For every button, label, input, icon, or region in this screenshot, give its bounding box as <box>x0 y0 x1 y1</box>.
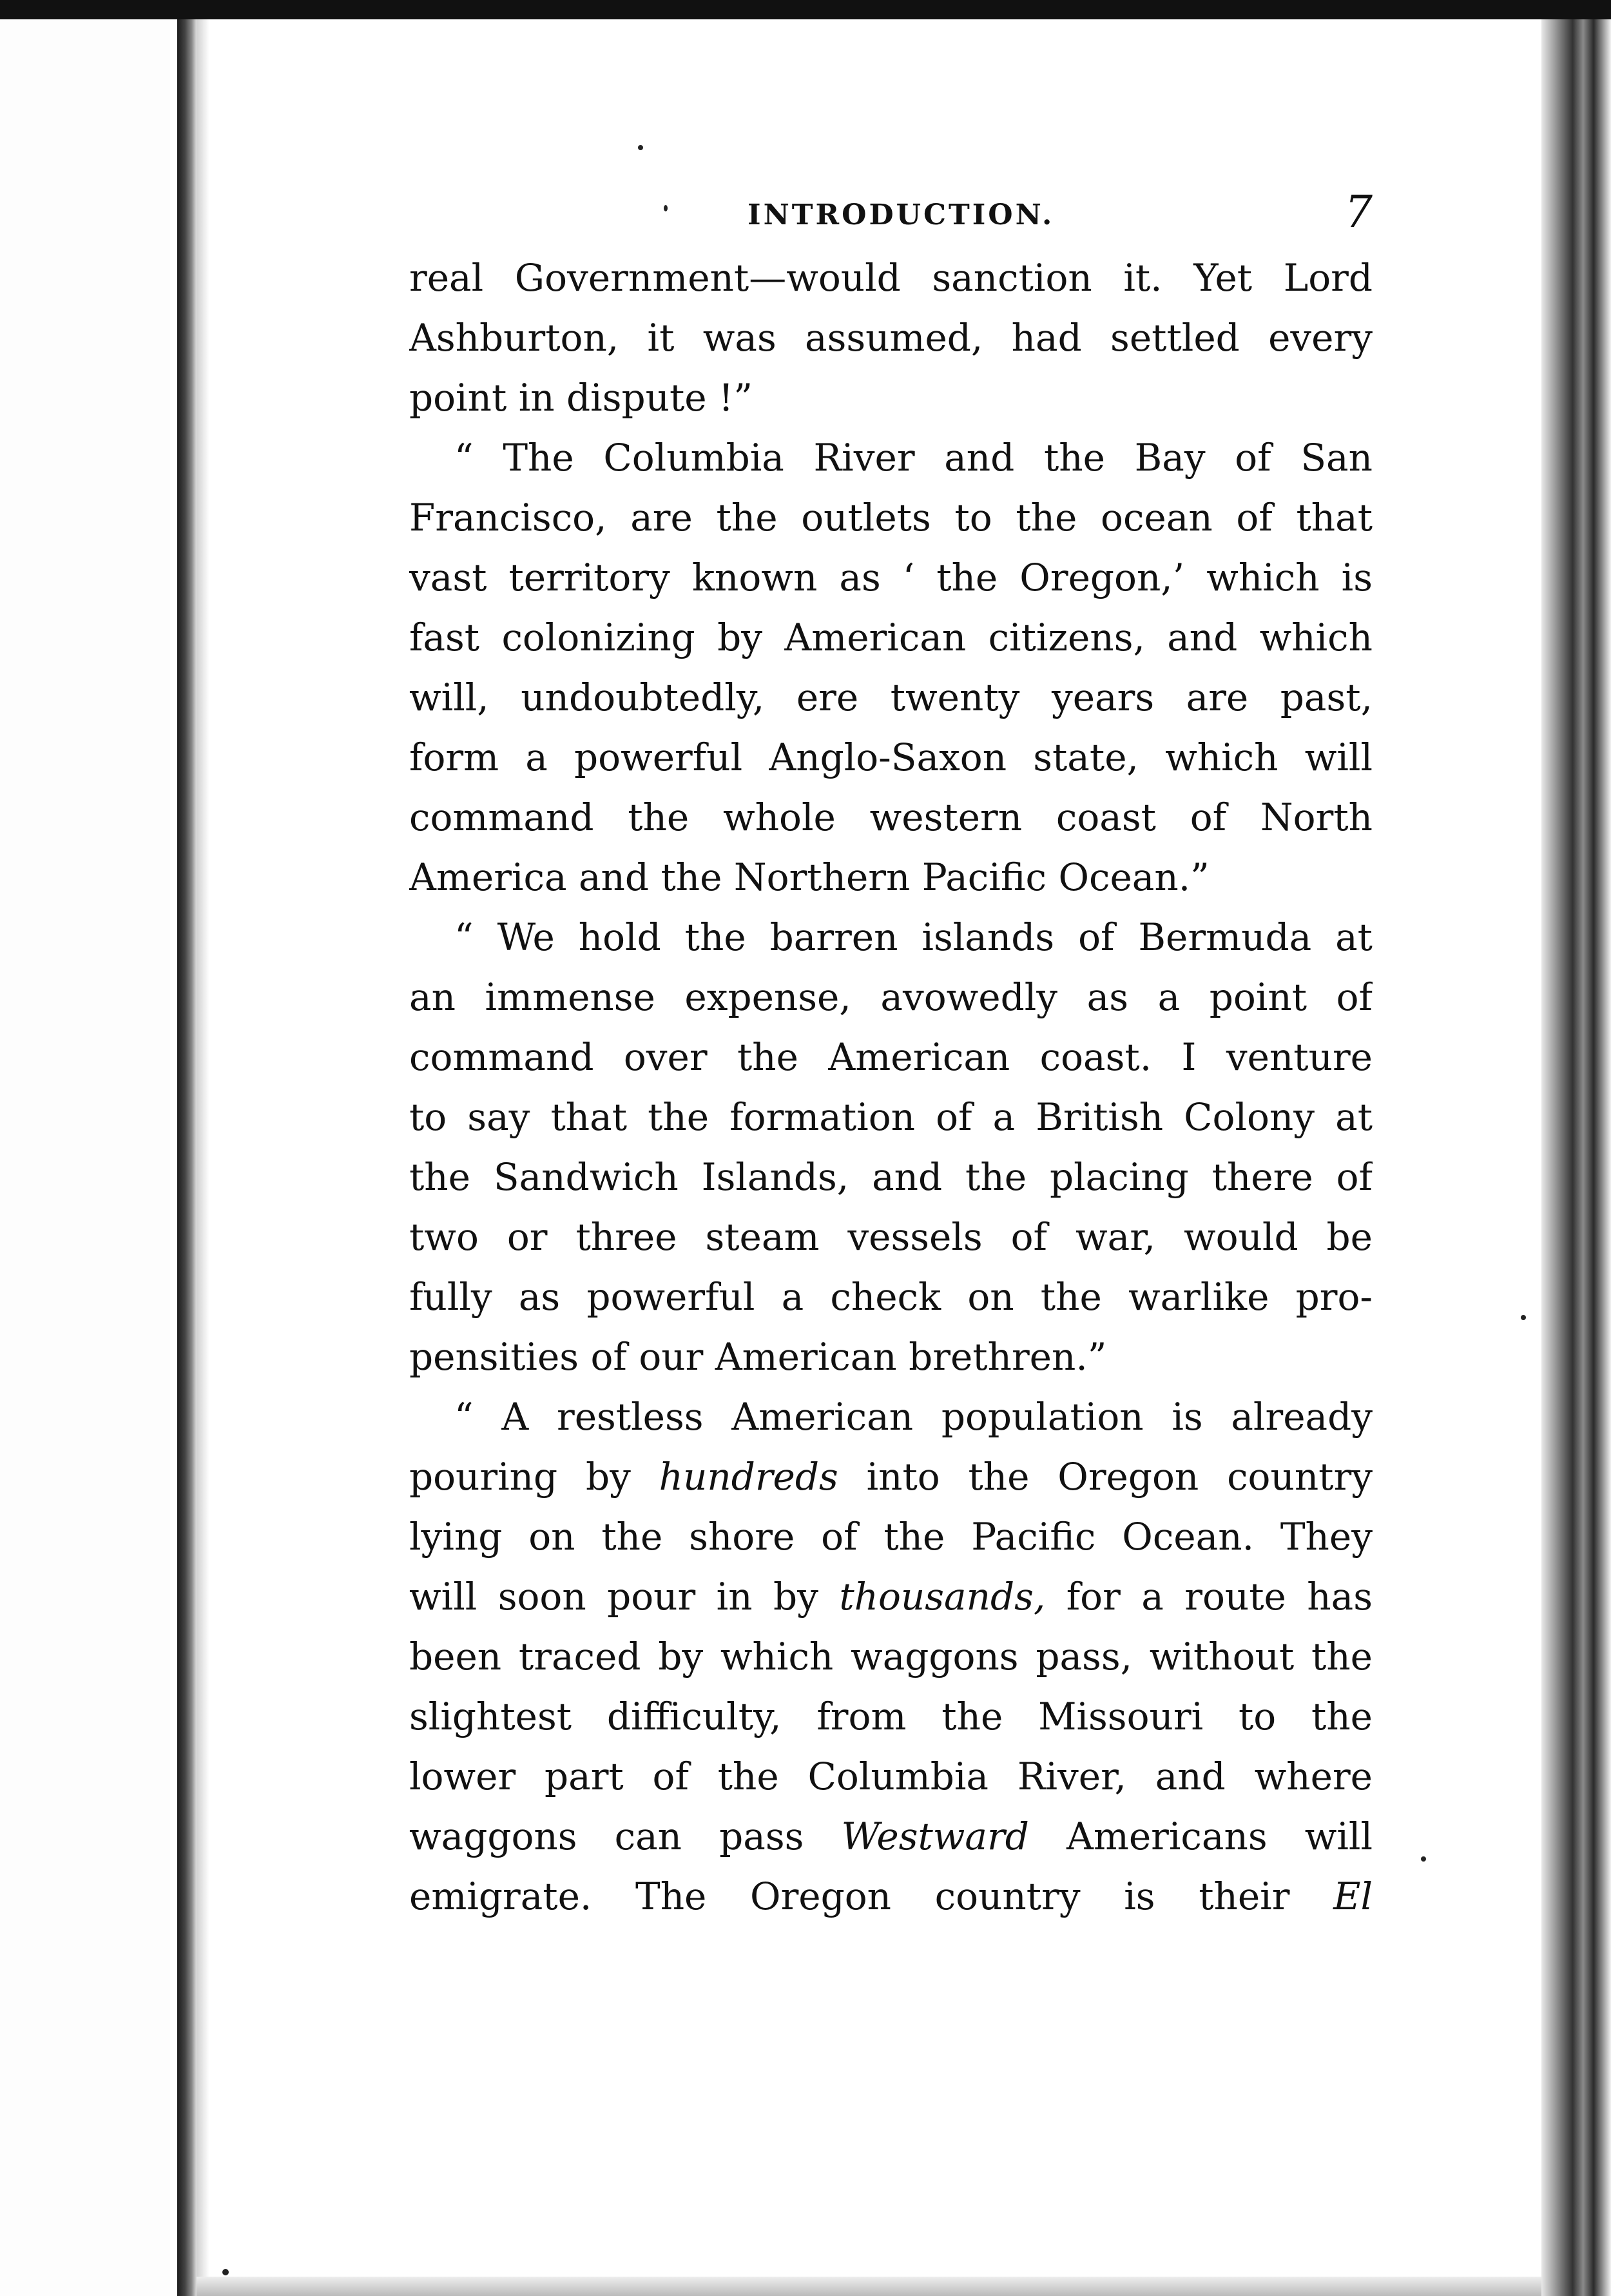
book-spine-shadow <box>177 19 197 2296</box>
text-run: waggons can pass <box>409 1814 842 1858</box>
ink-speck <box>1521 1315 1526 1320</box>
text-line: “ We hold the barren islands of Bermuda at <box>454 915 1373 959</box>
text-line: slightest difficulty, from the Missouri to the <box>409 1695 1373 1738</box>
text-run: into the Oregon country <box>838 1455 1373 1499</box>
italic-word: Westward <box>841 1814 1029 1858</box>
text-line: pensities of our American brethren.” <box>409 1335 1107 1379</box>
running-title: INTRODUCTION. <box>748 199 1055 231</box>
page-stack-edge <box>1541 19 1611 2296</box>
scan-top-border <box>0 0 1611 19</box>
facing-page-edge <box>0 19 177 2296</box>
text-line <box>409 1447 1373 1507</box>
text-line: real Government—would sanction it. Yet Lord <box>409 256 1373 300</box>
text-line <box>409 1807 1373 1867</box>
ink-speck <box>222 2269 229 2275</box>
text-line <box>409 1867 1373 1927</box>
text-line: fully as powerful a check on the warlike pro- <box>409 1275 1373 1319</box>
text-line: lower part of the Columbia River, and where <box>409 1755 1373 1798</box>
italic-word: hundreds <box>659 1455 838 1499</box>
text-line: two or three steam vessels of war, would be <box>409 1215 1373 1259</box>
text-run: pouring by <box>409 1455 659 1499</box>
text-line: Francisco, are the outlets to the ocean of that <box>409 496 1373 540</box>
text-line: will, undoubtedly, ere twenty years are past, <box>409 676 1373 719</box>
text-line: “ A restless American population is already <box>454 1395 1373 1439</box>
text-line: vast territory known as ‘ the Oregon,’ which is <box>409 556 1373 599</box>
book-page <box>409 187 1373 1927</box>
text-line: “ The Columbia River and the Bay of San <box>454 436 1373 480</box>
text-line: form a powerful Anglo-Saxon state, which will <box>409 735 1373 779</box>
text-line: command the whole western coast of North <box>409 795 1373 839</box>
running-head <box>409 187 1373 245</box>
text-line: been traced by which waggons pass, without the <box>409 1635 1373 1678</box>
italic-word: thousands, <box>839 1575 1046 1619</box>
scan-bottom-border <box>197 2277 1541 2296</box>
text-line: command over the American coast. I venture <box>409 1035 1373 1079</box>
text-run: Americans will <box>1028 1814 1373 1858</box>
italic-word: El <box>1333 1874 1373 1918</box>
text-line: point in dispute !” <box>409 376 753 420</box>
gutter-shadow <box>197 19 209 2296</box>
ink-speck <box>638 145 643 150</box>
body-text <box>409 248 1373 1927</box>
text-line <box>409 1567 1373 1627</box>
text-line: fast colonizing by American citizens, and which <box>409 616 1373 659</box>
text-run: emigrate. The Oregon country is their <box>409 1874 1334 1918</box>
page-number: 7 <box>1344 187 1373 238</box>
text-line: the Sandwich Islands, and the placing there of <box>409 1155 1373 1199</box>
text-line: an immense expense, avowedly as a point of <box>409 975 1373 1019</box>
text-line: Ashburton, it was assumed, had settled every <box>409 316 1373 360</box>
text-run: for a route has <box>1045 1575 1373 1619</box>
text-line: lying on the shore of the Pacific Ocean. They <box>409 1515 1373 1559</box>
text-line: America and the Northern Pacific Ocean.” <box>409 855 1210 899</box>
text-line: to say that the formation of a British Colony at <box>409 1095 1373 1139</box>
text-run: will soon pour in by <box>409 1575 840 1619</box>
ink-speck <box>1421 1856 1426 1862</box>
